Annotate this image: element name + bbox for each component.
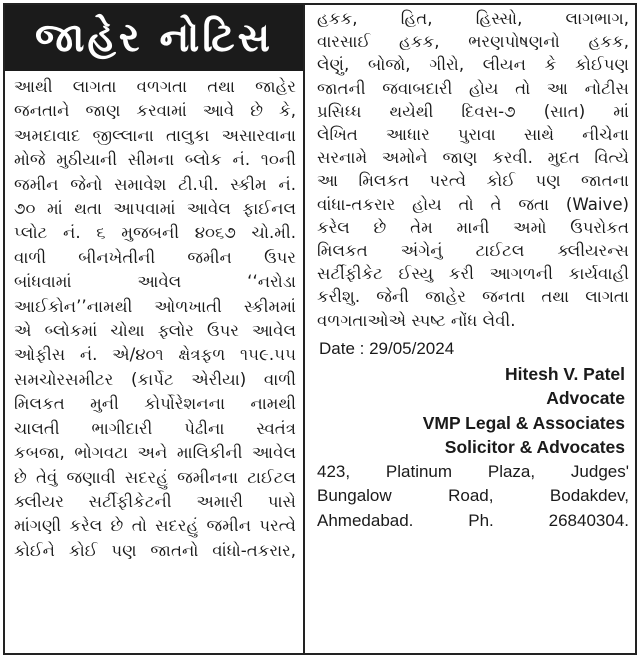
- notice-line: સર્ટીફીકેટ ઈસ્યુ કરી આગળની કાર્યવાહી: [317, 264, 629, 284]
- notice-line: જનતાને જાણ કરવામાં આવે છે કે,: [14, 101, 296, 121]
- notice-line: ઓફીસ નં. એ/૪૦૧ ક્ષેત્રફળ ૧૫૯.૫૫: [14, 345, 296, 365]
- notice-left-column: [5, 5, 305, 653]
- notice-line: વળગતાઓએ સ્પષ્ટ નોંધ લેવી.: [317, 310, 516, 330]
- notice-line: પ્લોટ નં. ૬ મુજબની ૪૦૬૭ ચો.મી.: [14, 223, 296, 243]
- notice-line: આઈકોન’’નામથી ઓળખાતી સ્કીમમાં: [14, 296, 296, 316]
- notice-line: જાતની જવાબદારી હોય તો આ નોટીસ: [317, 78, 629, 98]
- address-line: 423, Platinum Plaza, Judges': [317, 461, 629, 481]
- notice-line: કરેલ છે તેમ માની અમો ઉપરોકત: [317, 217, 629, 237]
- notice-line: કોઈને કોઈ પણ જાતનો વાંધો-તકરાર,: [14, 540, 296, 560]
- notice-line: જમીન જેનો સમાવેશ ટી.પી. સ્કીમ નં.: [14, 174, 296, 194]
- notice-right-body: [317, 7, 629, 332]
- notice-line: સમચોરસમીટર (કાર્પેટ એરીયા) વાળી: [14, 369, 296, 389]
- notice-right-column: [305, 5, 635, 653]
- address-line: Bungalow Road, Bodakdev,: [317, 486, 629, 506]
- notice-title: [5, 5, 303, 71]
- signature-block: [317, 362, 629, 460]
- notice-line: લેણું, બોજો, ગીરો, લીયન કે કોઈપણ: [317, 55, 629, 75]
- address-line: Ahmedabad. Ph. 26840304.: [317, 510, 629, 530]
- notice-line: વાળી બીનખેતીની જમીન ઉપર: [14, 247, 296, 267]
- notice-line: સરનામે અમોને જાણ કરવી. મુદત વિત્યે: [317, 148, 629, 168]
- public-notice: [3, 3, 637, 655]
- notice-line: વાંધા-તકરાર હોય તો તે જતા (Waive): [317, 194, 629, 214]
- notice-line: કબજા, ભોગવટા અને માલિકીની આવેલ: [14, 443, 296, 463]
- notice-line: લેખિત આધાર પુરાવા સાથે નીચેના: [317, 125, 629, 145]
- notice-line: આથી લાગતા વળગતા તથા જાહેર: [14, 77, 296, 96]
- notice-line: એ બ્લોકમાં ચોથા ફ્લોર ઉપર આવેલ: [14, 321, 296, 341]
- notice-line: ચાલતી ભાગીદારી પેઢીના સ્વતંત્ર: [14, 418, 296, 438]
- notice-line: વારસાઈ હકક, ભરણપોષણનો હકક,: [317, 32, 629, 52]
- notice-line: અમદાવાદ જીલ્લાના તાલુકા અસારવાના: [14, 125, 296, 145]
- notice-line: મિલકત અંગેનું ટાઈટલ ક્લીયરન્સ: [317, 241, 629, 261]
- firm-name: VMP Legal & Associates: [422, 412, 625, 433]
- notice-line: મોજે મુઠીયાની સીમના બ્લોક નં. ૧૦ની: [14, 150, 296, 170]
- notice-line: હકક, હિત, હિસ્સો, લાગભાગ,: [317, 9, 629, 28]
- notice-line: ૭૦ માં થતા આપવામાં આવેલ ફાઈનલ: [14, 199, 296, 219]
- firm-role: Solicitor & Advocates: [444, 437, 625, 458]
- notice-line: આ મિલકત પરત્વે કોઈ પણ જાતના: [317, 171, 629, 191]
- notice-line: પ્રસિધ્ધ થયેથી દિવસ-૭ (સાત) માં: [317, 101, 629, 121]
- notice-line: ક્લીયર સર્ટીફીકેટની અમારી પાસે: [14, 491, 296, 511]
- address-block: [317, 460, 629, 534]
- notice-date: Date : 29/05/2024: [319, 338, 455, 358]
- notice-line: કરીશુ. જેની જાહેર જનતા તથા લાગતા: [317, 287, 629, 307]
- notice-line: છે તેવું જણાવી સદરહું જમીનના ટાઈટલ: [14, 467, 296, 487]
- advocate-designation: Advocate: [546, 388, 625, 409]
- advocate-name: Hitesh V. Patel: [505, 363, 625, 384]
- notice-line: માંગણી કરેલ છે તો સદરહું જમીન પરત્વે: [14, 516, 296, 536]
- notice-line: મિલકત મુની કોર્પોરેશનના નામથી: [14, 394, 296, 414]
- notice-line: બાંધવામાં આવેલ ‘‘નરોડા: [14, 272, 296, 292]
- notice-title-text: જાહેર નોટિસ: [34, 15, 273, 61]
- notice-left-body: [5, 71, 303, 563]
